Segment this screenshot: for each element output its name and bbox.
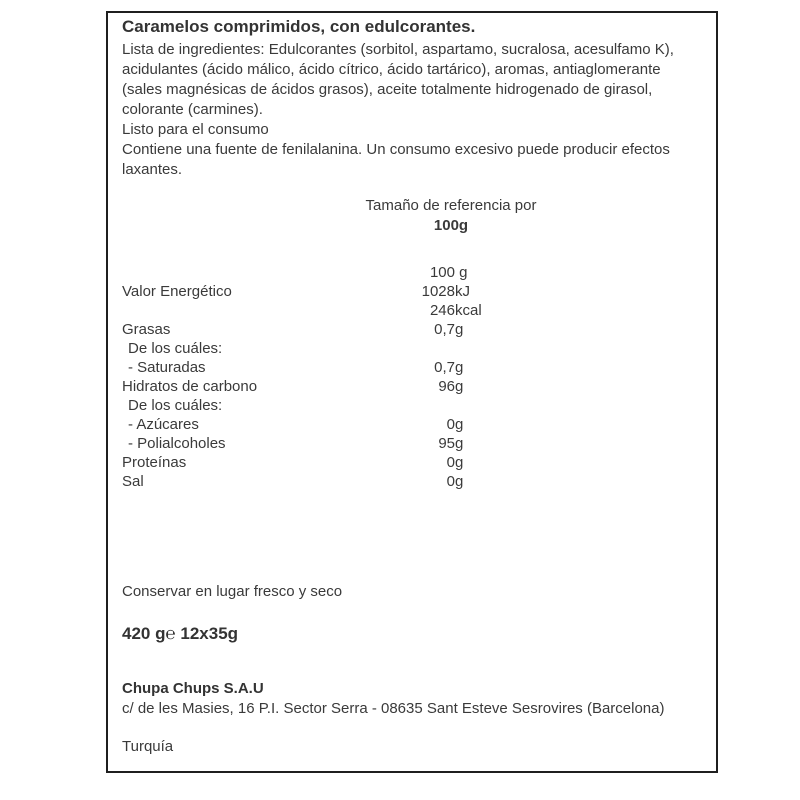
nutrition-table: [122, 263, 704, 491]
nutrient-label: Grasas: [122, 321, 171, 338]
nutrient-label: Proteínas: [122, 454, 187, 471]
nutrient-label: Hidratos de carbono: [122, 378, 258, 395]
nutrition-row-salt: [122, 472, 704, 491]
nutrient-label: - Saturadas: [128, 359, 206, 376]
ready-to-eat-note: Listo para el consumo: [122, 121, 269, 138]
nutrient-value: [382, 415, 463, 434]
storage-instructions: Conservar en lugar fresco y seco: [122, 583, 343, 600]
value-unit: g: [455, 264, 468, 281]
value-unit: g: [455, 416, 464, 433]
reference-size-amount: 100g: [433, 217, 469, 234]
value-number: 1028: [421, 283, 455, 300]
label-border-box: [106, 11, 718, 773]
country-of-origin: Turquía: [122, 738, 174, 755]
nutrition-row-energy-kj: [122, 282, 704, 301]
value-number: 95: [438, 435, 455, 452]
nutrient-label: De los cuáles:: [128, 340, 223, 357]
company-address: c/ de les Masies, 16 P.I. Sector Serra - 08635 Sant Esteve Sesrovires (Barcelona): [122, 700, 665, 717]
nutrition-row-polyols: [122, 434, 704, 453]
reference-size-line1: Tamaño de referencia por: [365, 197, 537, 214]
value-unit: kJ: [455, 283, 470, 300]
nutrient-label: Valor Energético: [122, 283, 232, 300]
nutrient-value: [382, 453, 463, 472]
nutrition-row-protein: [122, 453, 704, 472]
value-number: 246: [429, 302, 455, 319]
nutrition-row-sugars: [122, 415, 704, 434]
value-number: 0: [446, 416, 455, 433]
value-number: 0,7: [434, 359, 455, 376]
value-unit: g: [455, 378, 464, 395]
phenylalanine-warning: Contiene una fuente de fenilalanina. Un consumo excesivo puede producir efectos laxantes.: [122, 141, 670, 178]
value-number: 100: [429, 264, 455, 281]
nutrition-row-of-which-carb: [122, 396, 704, 415]
nutrient-label: Sal: [122, 473, 144, 490]
nutrient-value: [382, 301, 482, 320]
nutrient-value: [382, 434, 463, 453]
nutrient-label: De los cuáles:: [128, 397, 223, 414]
nutrient-label: - Polialcoholes: [128, 435, 226, 452]
ingredients-text: Lista de ingredientes: Edulcorantes (sorbitol, aspartamo, sucralosa, acesulfamo K), acidulantes (ácido málico, ácido cítrico, ácido tartárico), aromas, antiaglomerante (sales magnésicas de ácidos grasos), aceite totalmente hidrogenado de girasol, colorante (carmines).: [122, 41, 674, 118]
nutrient-value: [382, 396, 455, 415]
value-number: 0: [446, 454, 455, 471]
value-unit: g: [455, 454, 464, 471]
nutrition-row-header: [122, 263, 704, 282]
nutrient-label: - Azúcares: [128, 416, 199, 433]
nutrition-row-energy-kcal: [122, 301, 704, 320]
nutrient-value: [382, 320, 463, 339]
value-number: 0,7: [434, 321, 455, 338]
nutrient-value: [382, 358, 463, 377]
value-unit: kcal: [455, 302, 482, 319]
nutrient-value: [382, 377, 463, 396]
value-unit: g: [455, 359, 464, 376]
company-name: Chupa Chups S.A.U: [122, 680, 264, 697]
nutrient-value: [382, 263, 468, 282]
reference-size-header: [122, 196, 704, 236]
value-number: 96: [438, 378, 455, 395]
value-unit: g: [455, 473, 464, 490]
value-unit: g: [455, 321, 464, 338]
value-unit: g: [455, 435, 464, 452]
nutrient-value: [382, 282, 470, 301]
nutrition-row-of-which-fat: [122, 339, 704, 358]
net-weight: 420 g℮ 12x35g: [122, 624, 239, 643]
value-number: 0: [446, 473, 455, 490]
nutrition-row-saturates: [122, 358, 704, 377]
nutrition-row-carbohydrate: [122, 377, 704, 396]
nutrient-value: [382, 339, 455, 358]
nutrient-value: [382, 472, 463, 491]
nutrition-row-fat: [122, 320, 704, 339]
product-title: Caramelos comprimidos, con edulcorantes.: [122, 17, 476, 36]
